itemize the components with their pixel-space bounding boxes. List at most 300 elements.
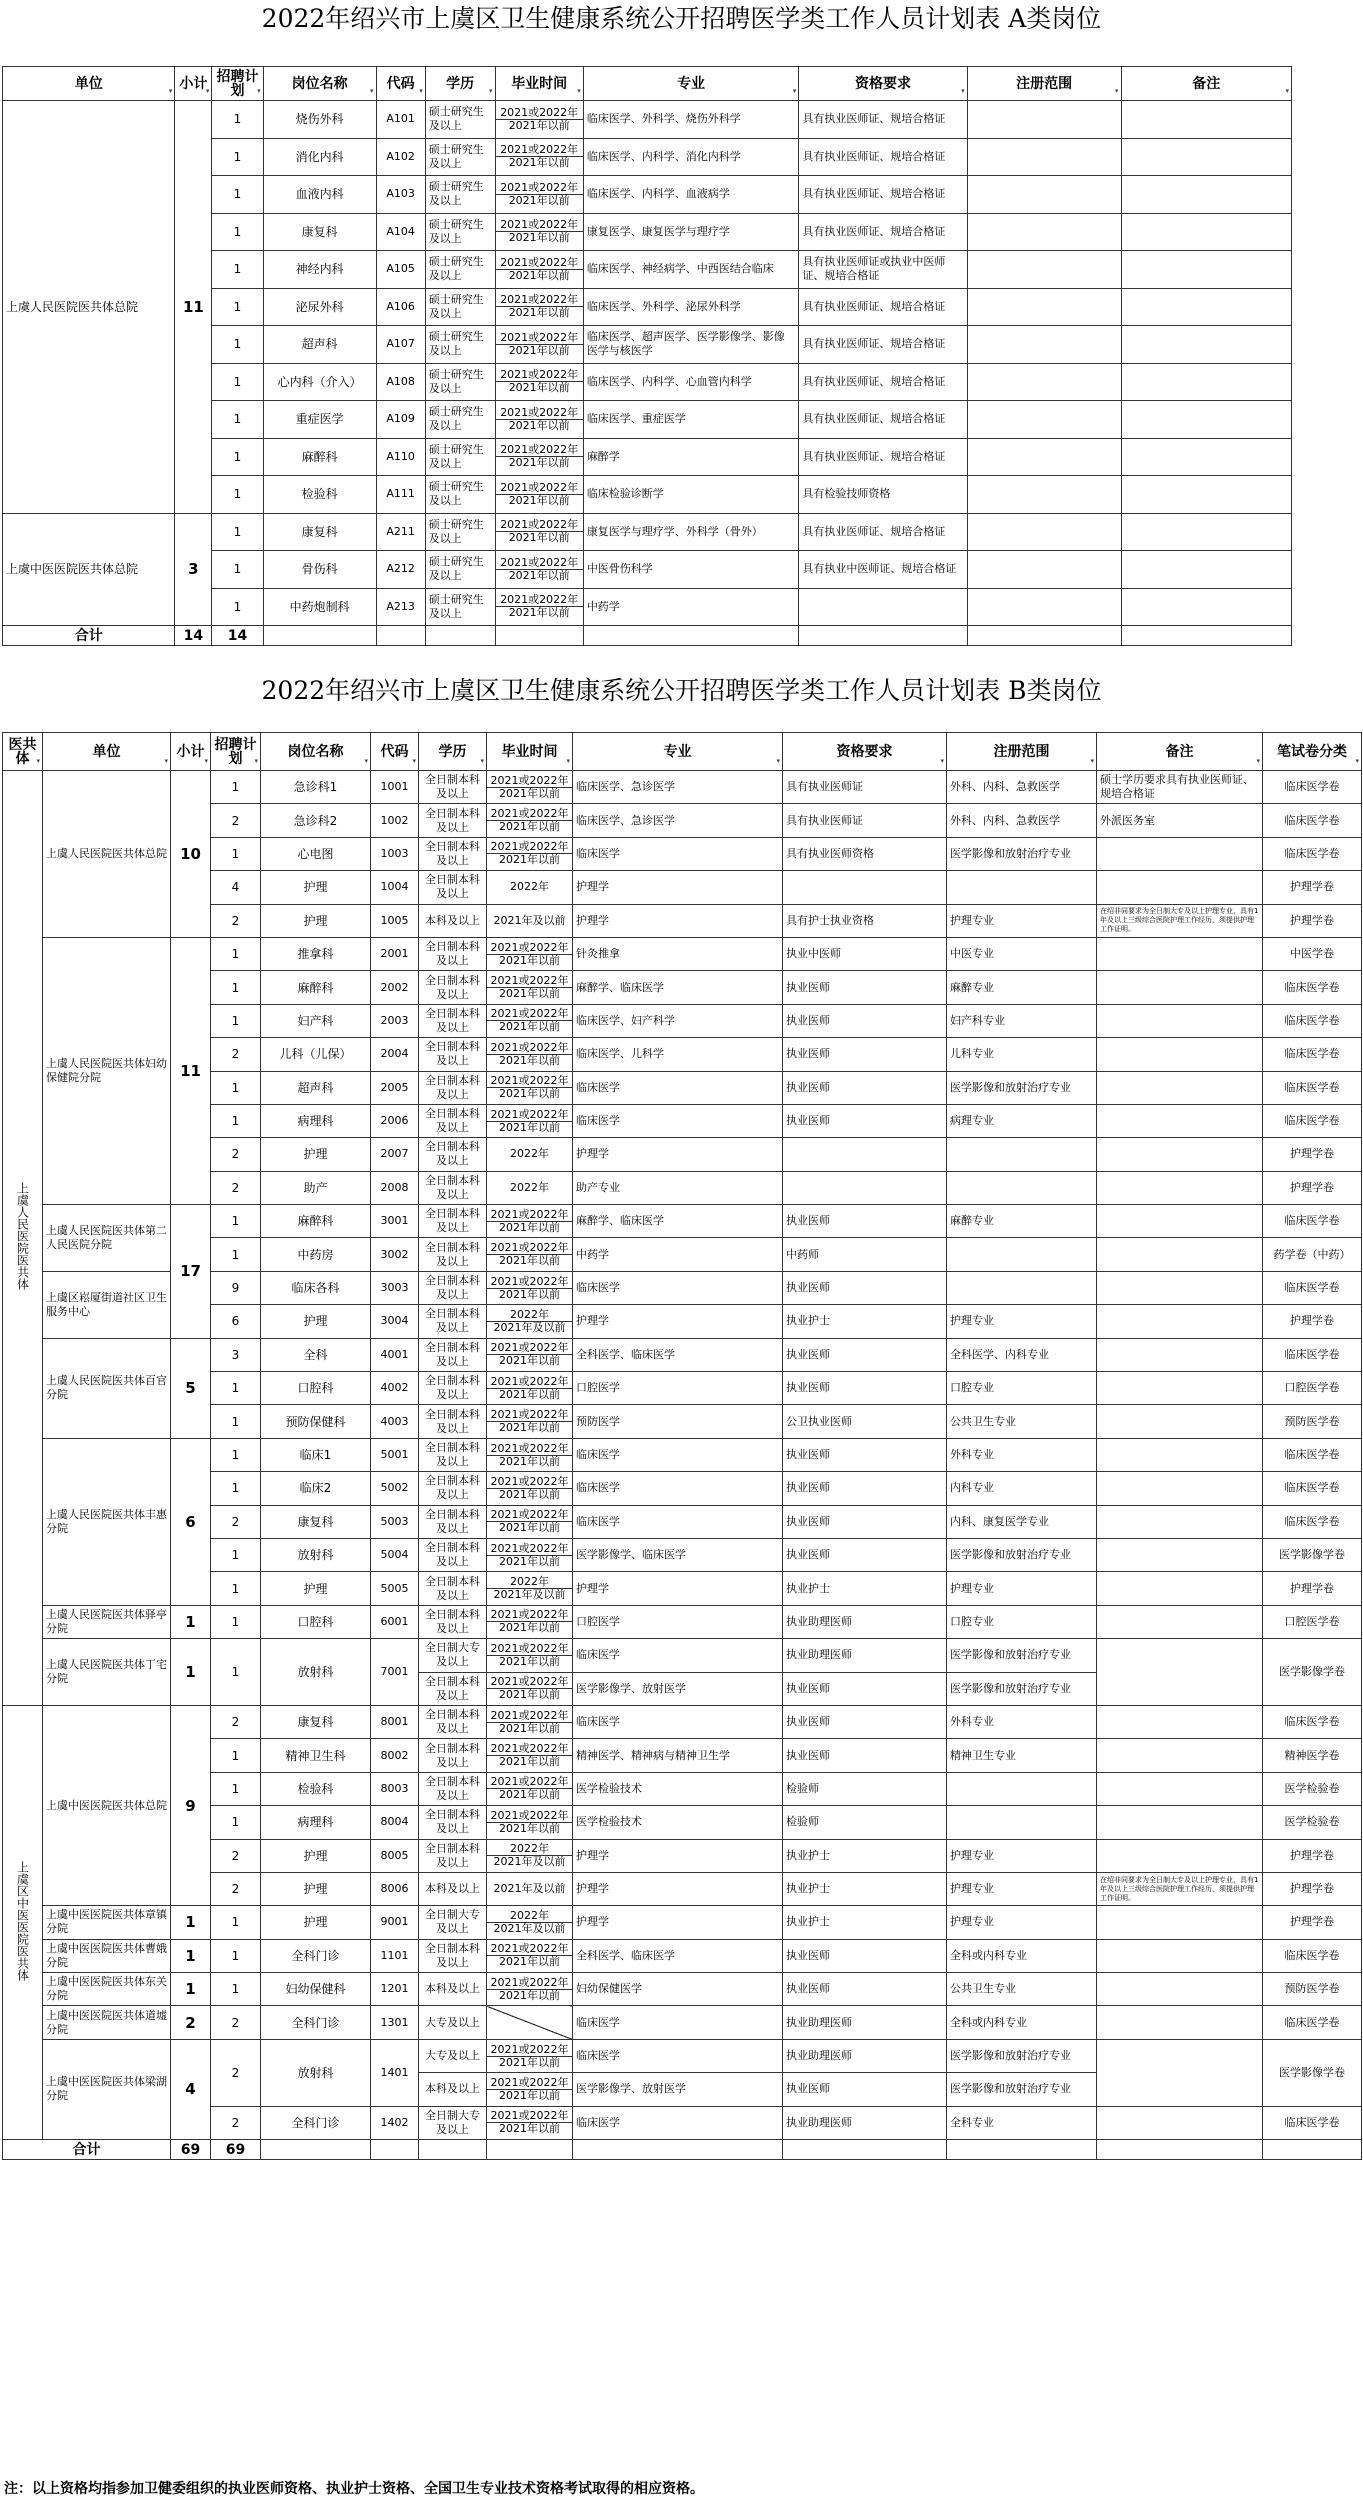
graduation-cell: 2021或2022年 2021年以前	[495, 288, 583, 326]
major-cell: 全科医学、临床医学	[573, 1939, 783, 1972]
plan-cell: 2	[211, 1171, 261, 1204]
plan-cell: 1	[211, 1104, 261, 1137]
post-cell: 超声科	[261, 1071, 371, 1104]
filter-dropdown-icon[interactable]: ▾	[254, 757, 258, 765]
filter-dropdown-icon[interactable]: ▾	[168, 87, 173, 95]
education-cell: 全日制本科及以上	[419, 1138, 487, 1171]
exam-cell: 临床医学卷	[1263, 771, 1362, 804]
plan-cell: 1	[211, 1605, 261, 1638]
education-cell: 本科及以上	[419, 1872, 487, 1905]
post-cell: 护理	[261, 1906, 371, 1939]
major-cell: 临床医学	[573, 2006, 783, 2039]
post-cell: 护理	[261, 871, 371, 904]
graduation-cell: 2021或2022年 2021年以前	[487, 1004, 573, 1037]
qualification-cell: 执业中医师	[783, 937, 947, 970]
subtotal-cell: 9	[171, 1705, 211, 1905]
education-cell: 全日制本科及以上	[419, 1071, 487, 1104]
registration-cell: 外科专业	[947, 1705, 1097, 1738]
total-subtotal: 69	[171, 2140, 211, 2160]
registration-cell: 医学影像和放射治疗专业	[947, 2039, 1097, 2072]
education-cell: 全日制本科及以上	[419, 871, 487, 904]
code-cell: 3001	[371, 1205, 419, 1238]
qualification-cell: 具有执业医师证、规培合格证	[799, 363, 967, 401]
registration-cell	[947, 1772, 1097, 1805]
qualification-cell: 执业医师	[783, 1038, 947, 1071]
filter-dropdown-icon[interactable]: ▾	[940, 757, 944, 765]
table-a-header: 毕业时间 ▾	[495, 67, 583, 101]
exam-cell: 临床医学卷	[1263, 1705, 1362, 1738]
major-cell: 临床医学、儿科学	[573, 1038, 783, 1071]
qualification-cell: 执业医师	[783, 1705, 947, 1738]
graduation-cell: 2021或2022年 2021年以前	[495, 588, 583, 626]
graduation-cell: 2021或2022年 2021年以前	[487, 1104, 573, 1137]
education-cell: 全日制本科及以上	[419, 1505, 487, 1538]
note-cell	[1097, 1605, 1263, 1638]
registration-cell: 医学影像和放射治疗专业	[947, 1538, 1097, 1571]
education-cell: 硕士研究生及以上	[425, 513, 495, 551]
registration-cell	[967, 213, 1121, 251]
table-row	[3, 1205, 1362, 1238]
registration-cell: 护理专业	[947, 1839, 1097, 1872]
registration-cell	[967, 363, 1121, 401]
note-cell	[1097, 1171, 1263, 1204]
post-cell: 检验科	[263, 476, 376, 514]
filter-dropdown-icon[interactable]: ▾	[205, 87, 210, 95]
registration-cell: 全科医学、内科专业	[947, 1338, 1097, 1371]
graduation-cell: 2021或2022年 2021年以前	[495, 363, 583, 401]
education-cell: 全日制大专及以上	[419, 1639, 487, 1672]
graduation-cell: 2021或2022年 2021年以前	[495, 251, 583, 289]
qualification-cell: 具有执业医师证、规培合格证	[799, 213, 967, 251]
graduation-cell: 2021或2022年 2021年以前	[487, 1271, 573, 1304]
graduation-cell: 2021或2022年 2021年以前	[487, 1672, 573, 1705]
table-row	[3, 1639, 1362, 1672]
unit-cell: 上虞区崧厦街道社区卫生服务中心	[43, 1271, 171, 1338]
plan-cell: 1	[211, 1205, 261, 1238]
exam-cell: 临床医学卷	[1263, 1271, 1362, 1304]
plan-cell: 1	[212, 401, 263, 439]
filter-dropdown-icon[interactable]: ▾	[776, 757, 780, 765]
unit-cell: 上虞中医医院医共体东关分院	[43, 1973, 171, 2006]
note-cell	[1097, 1639, 1263, 1706]
qualification-cell: 执业护士	[783, 1906, 947, 1939]
major-cell: 护理学	[573, 1906, 783, 1939]
table-b-header: 小计 ▾	[171, 733, 211, 771]
major-cell: 临床医学	[573, 1639, 783, 1672]
post-cell: 儿科（儿保）	[261, 1038, 371, 1071]
major-cell: 临床医学、外科学、烧伤外科学	[583, 101, 799, 139]
education-cell: 硕士研究生及以上	[425, 476, 495, 514]
major-cell: 护理学	[573, 1305, 783, 1338]
table-row	[3, 1705, 1362, 1738]
table-a-header: 专业 ▾	[583, 67, 799, 101]
graduation-cell: 2021或2022年 2021年以前	[487, 1806, 573, 1839]
empty-cell	[263, 626, 376, 646]
exam-cell: 中医学卷	[1263, 937, 1362, 970]
post-cell: 病理科	[261, 1806, 371, 1839]
unit-cell: 上虞中医医院医共体曹娥分院	[43, 1939, 171, 1972]
graduation-cell: 2021或2022年 2021年以前	[495, 101, 583, 139]
major-cell: 中药学	[573, 1238, 783, 1271]
note-cell	[1097, 1372, 1263, 1405]
code-cell: 1003	[371, 837, 419, 870]
note-cell	[1097, 1004, 1263, 1037]
note-cell	[1097, 871, 1263, 904]
post-cell: 麻醉科	[261, 971, 371, 1004]
code-cell: 2008	[371, 1171, 419, 1204]
registration-cell	[947, 1271, 1097, 1304]
major-cell: 临床医学、急诊医学	[573, 804, 783, 837]
table-a	[2, 66, 1292, 646]
major-cell: 医学检验技术	[573, 1772, 783, 1805]
code-cell: A105	[376, 251, 425, 289]
graduation-cell: 2021或2022年 2021年以前	[495, 138, 583, 176]
registration-cell	[967, 588, 1121, 626]
filter-dropdown-icon[interactable]: ▾	[370, 87, 374, 95]
graduation-cell: 2021或2022年 2021年以前	[487, 804, 573, 837]
graduation-cell: 2021或2022年 2021年以前	[487, 2039, 573, 2072]
code-cell: 3002	[371, 1238, 419, 1271]
graduation-cell: 2021或2022年 2021年以前	[487, 1405, 573, 1438]
plan-cell: 1	[211, 771, 261, 804]
total-plan: 14	[212, 626, 263, 646]
note-cell	[1121, 588, 1291, 626]
filter-dropdown-icon[interactable]: ▾	[1355, 757, 1359, 765]
qualification-cell: 具有执业医师资格	[783, 837, 947, 870]
major-cell: 临床医学、内科学、消化内科学	[583, 138, 799, 176]
code-cell: 1005	[371, 904, 419, 937]
plan-cell: 6	[211, 1305, 261, 1338]
registration-cell	[947, 871, 1097, 904]
major-cell: 精神医学、精神病与精神卫生学	[573, 1739, 783, 1772]
plan-cell: 1	[211, 1973, 261, 2006]
major-cell: 临床医学	[573, 2106, 783, 2139]
major-cell: 临床医学、神经病学、中西医结合临床	[583, 251, 799, 289]
note-cell	[1097, 1939, 1263, 1972]
major-cell: 临床检验诊断学	[583, 476, 799, 514]
education-cell: 全日制本科及以上	[419, 1839, 487, 1872]
code-cell: 3003	[371, 1271, 419, 1304]
unit-cell: 上虞人民医院医共体总院	[3, 101, 175, 514]
code-cell: 8001	[371, 1705, 419, 1738]
exam-cell: 医学影像学卷	[1263, 2039, 1362, 2106]
graduation-cell: 2022年 2021年及以前	[487, 1305, 573, 1338]
registration-cell: 中医专业	[947, 937, 1097, 970]
qualification-cell: 执业医师	[783, 1538, 947, 1571]
exam-cell: 临床医学卷	[1263, 804, 1362, 837]
registration-cell: 病理专业	[947, 1104, 1097, 1137]
filter-dropdown-icon[interactable]: ▾	[419, 87, 423, 95]
graduation-cell: 2021或2022年 2021年以前	[487, 771, 573, 804]
exam-cell: 预防医学卷	[1263, 1405, 1362, 1438]
exam-cell: 医学检验卷	[1263, 1772, 1362, 1805]
code-cell: A111	[376, 476, 425, 514]
post-cell: 护理	[261, 904, 371, 937]
post-cell: 口腔科	[261, 1605, 371, 1638]
code-cell: A103	[376, 176, 425, 214]
note-cell	[1121, 288, 1291, 326]
plan-cell: 1	[212, 551, 263, 589]
plan-cell: 1	[211, 1405, 261, 1438]
graduation-cell: 2021或2022年 2021年以前	[487, 1205, 573, 1238]
filter-dropdown-icon[interactable]: ▾	[489, 87, 493, 95]
exam-cell: 护理学卷	[1263, 1839, 1362, 1872]
exam-cell: 护理学卷	[1263, 1138, 1362, 1171]
table-row	[3, 771, 1362, 804]
registration-cell: 医学影像和放射治疗专业	[947, 837, 1097, 870]
major-cell: 助产专业	[573, 1171, 783, 1204]
code-cell: 8003	[371, 1772, 419, 1805]
community-cell	[3, 771, 43, 1706]
education-cell: 全日制本科及以上	[419, 1939, 487, 1972]
exam-cell: 临床医学卷	[1263, 837, 1362, 870]
note-cell	[1097, 2006, 1263, 2039]
qualification-cell: 执业助理医师	[783, 1605, 947, 1638]
education-cell: 大专及以上	[419, 2006, 487, 2039]
empty-cell	[261, 2140, 371, 2160]
major-cell: 护理学	[573, 871, 783, 904]
education-cell: 全日制本科及以上	[419, 1338, 487, 1371]
note-cell	[1121, 138, 1291, 176]
code-cell: 2007	[371, 1138, 419, 1171]
major-cell: 临床医学、妇产科学	[573, 1004, 783, 1037]
graduation-cell: 2021或2022年 2021年以前	[487, 1538, 573, 1571]
exam-cell: 临床医学卷	[1263, 1472, 1362, 1505]
code-cell: A101	[376, 101, 425, 139]
education-cell: 硕士研究生及以上	[425, 251, 495, 289]
code-cell: A107	[376, 326, 425, 364]
filter-dropdown-icon[interactable]: ▾	[577, 87, 581, 95]
education-cell: 全日制本科及以上	[419, 1705, 487, 1738]
graduation-cell: 2022年	[487, 1171, 573, 1204]
exam-cell: 临床医学卷	[1263, 1438, 1362, 1471]
registration-cell: 内科专业	[947, 1472, 1097, 1505]
education-cell: 全日制本科及以上	[419, 771, 487, 804]
exam-cell: 临床医学卷	[1263, 1104, 1362, 1137]
unit-cell: 上虞中医医院医共体梁湖分院	[43, 2039, 171, 2139]
plan-cell: 1	[211, 1538, 261, 1571]
filter-dropdown-icon[interactable]: ▾	[1115, 87, 1119, 95]
code-cell: 8006	[371, 1872, 419, 1905]
major-cell: 妇幼保健医学	[573, 1973, 783, 2006]
graduation-cell: 2021或2022年 2021年以前	[487, 1973, 573, 2006]
registration-cell: 医学影像和放射治疗专业	[947, 1672, 1097, 1705]
filter-dropdown-icon[interactable]: ▾	[204, 757, 208, 765]
post-cell: 病理科	[261, 1104, 371, 1137]
code-cell: A102	[376, 138, 425, 176]
post-cell: 中药炮制科	[263, 588, 376, 626]
registration-cell: 护理专业	[947, 1305, 1097, 1338]
table-b-header: 学历 ▾	[419, 733, 487, 771]
code-cell: 4002	[371, 1372, 419, 1405]
education-cell: 全日制本科及以上	[419, 1271, 487, 1304]
table-a-header: 招聘计划 ▾	[212, 67, 263, 101]
post-cell: 全科门诊	[261, 2006, 371, 2039]
filter-dropdown-icon[interactable]: ▾	[1256, 757, 1260, 765]
education-cell: 大专及以上	[419, 2039, 487, 2072]
plan-cell: 2	[211, 1505, 261, 1538]
table-row	[3, 2039, 1362, 2072]
post-cell: 骨伤科	[263, 551, 376, 589]
qualification-cell: 执业医师	[783, 1071, 947, 1104]
major-cell: 医学影像学、放射医学	[573, 2073, 783, 2106]
table-a-header: 资格要求 ▾	[799, 67, 967, 101]
qualification-cell: 执业医师	[783, 1739, 947, 1772]
filter-dropdown-icon[interactable]: ▾	[961, 87, 965, 95]
code-cell: 1002	[371, 804, 419, 837]
registration-cell	[967, 326, 1121, 364]
education-cell: 全日制本科及以上	[419, 1205, 487, 1238]
education-cell: 全日制本科及以上	[419, 1372, 487, 1405]
education-cell: 全日制本科及以上	[419, 837, 487, 870]
post-cell: 检验科	[261, 1772, 371, 1805]
qualification-cell: 执业医师	[783, 1505, 947, 1538]
note-cell: 硕士学历要求具有执业医师证、规培合格证	[1097, 771, 1263, 804]
major-cell: 临床医学	[573, 1104, 783, 1137]
major-cell: 口腔医学	[573, 1605, 783, 1638]
table-a-title: 2022年绍兴市上虞区卫生健康系统公开招聘医学类工作人员计划表 A类岗位	[261, 4, 1102, 33]
qualification-cell: 公卫执业医师	[783, 1405, 947, 1438]
subtotal-cell: 3	[175, 513, 212, 626]
plan-cell: 1	[211, 937, 261, 970]
table-row	[3, 937, 1362, 970]
total-row	[3, 2140, 1362, 2160]
post-cell: 急诊科1	[261, 771, 371, 804]
table-b	[2, 732, 1362, 2160]
registration-cell: 麻醉专业	[947, 971, 1097, 1004]
qualification-cell: 具有执业医师证、规培合格证	[799, 138, 967, 176]
exam-cell: 口腔医学卷	[1263, 1372, 1362, 1405]
registration-cell: 医学影像和放射治疗专业	[947, 2073, 1097, 2106]
filter-dropdown-icon[interactable]: ▾	[412, 757, 416, 765]
registration-cell	[947, 1806, 1097, 1839]
filter-dropdown-icon[interactable]: ▾	[364, 757, 368, 765]
code-cell: A212	[376, 551, 425, 589]
exam-cell: 护理学卷	[1263, 1305, 1362, 1338]
filter-dropdown-icon[interactable]: ▾	[1285, 87, 1289, 95]
table-row	[3, 1939, 1362, 1972]
subtotal-cell: 11	[171, 937, 211, 1204]
empty-cell	[583, 626, 799, 646]
filter-dropdown-icon[interactable]: ▾	[257, 87, 261, 95]
community-label: 上虞区中医医院医共体	[15, 1860, 30, 1981]
graduation-cell: 2021或2022年 2021年以前	[487, 1705, 573, 1738]
major-cell: 临床医学	[573, 837, 783, 870]
plan-cell: 1	[211, 1572, 261, 1605]
graduation-cell: 2021或2022年 2021年以前	[487, 971, 573, 1004]
qualification-cell: 检验师	[783, 1772, 947, 1805]
registration-cell	[947, 1138, 1097, 1171]
qualification-cell	[783, 1138, 947, 1171]
education-cell: 全日制本科及以上	[419, 1171, 487, 1204]
table-row	[3, 513, 1292, 551]
exam-cell: 医学检验卷	[1263, 1806, 1362, 1839]
exam-cell: 临床医学卷	[1263, 1205, 1362, 1238]
table-b-header: 代码 ▾	[371, 733, 419, 771]
code-cell: 8005	[371, 1839, 419, 1872]
plan-cell: 2	[211, 1038, 261, 1071]
registration-cell: 外科、内科、急救医学	[947, 771, 1097, 804]
unit-cell: 上虞人民医院医共体丁宅分院	[43, 1639, 171, 1706]
qualification-cell: 具有执业医师证、规培合格证	[799, 438, 967, 476]
post-cell: 康复科	[261, 1505, 371, 1538]
post-cell: 护理	[261, 1138, 371, 1171]
education-cell: 全日制本科及以上	[419, 1004, 487, 1037]
filter-dropdown-icon[interactable]: ▾	[792, 87, 797, 95]
education-cell: 硕士研究生及以上	[425, 176, 495, 214]
registration-cell	[967, 438, 1121, 476]
post-cell: 护理	[261, 1305, 371, 1338]
subtotal-cell: 1	[171, 1939, 211, 1972]
education-cell: 全日制本科及以上	[419, 1605, 487, 1638]
qualification-cell: 具有执业中医师证、规培合格证	[799, 551, 967, 589]
unit-cell: 上虞人民医院医共体总院	[43, 771, 171, 938]
plan-cell: 2	[211, 1872, 261, 1905]
code-cell: 2002	[371, 971, 419, 1004]
post-cell: 口腔科	[261, 1372, 371, 1405]
plan-cell: 1	[211, 1438, 261, 1471]
exam-cell: 临床医学卷	[1263, 1939, 1362, 1972]
note-cell	[1121, 476, 1291, 514]
qualification-cell: 具有执业医师证、规培合格证	[799, 288, 967, 326]
qualification-cell: 执业护士	[783, 1872, 947, 1905]
code-cell: A110	[376, 438, 425, 476]
exam-cell: 预防医学卷	[1263, 1973, 1362, 2006]
registration-cell: 医学影像和放射治疗专业	[947, 1639, 1097, 1672]
post-cell: 预防保健科	[261, 1405, 371, 1438]
exam-cell: 护理学卷	[1263, 1906, 1362, 1939]
registration-cell: 护理专业	[947, 904, 1097, 937]
exam-cell: 护理学卷	[1263, 871, 1362, 904]
registration-cell	[967, 138, 1121, 176]
education-cell: 硕士研究生及以上	[425, 588, 495, 626]
major-cell: 临床医学、急诊医学	[573, 771, 783, 804]
qualification-cell: 执业医师	[783, 1271, 947, 1304]
post-cell: 麻醉科	[263, 438, 376, 476]
post-cell: 临床1	[261, 1438, 371, 1471]
note-cell	[1097, 1705, 1263, 1738]
table-b-header: 岗位名称 ▾	[261, 733, 371, 771]
code-cell: 9001	[371, 1906, 419, 1939]
major-cell: 中药学	[583, 588, 799, 626]
post-cell: 临床2	[261, 1472, 371, 1505]
note-cell	[1121, 363, 1291, 401]
post-cell: 心电图	[261, 837, 371, 870]
code-cell: 2003	[371, 1004, 419, 1037]
post-cell: 精神卫生科	[261, 1739, 371, 1772]
filter-dropdown-icon[interactable]: ▾	[164, 757, 168, 765]
qualification-cell: 执业医师	[783, 1973, 947, 2006]
filter-dropdown-icon[interactable]: ▾	[36, 757, 40, 765]
registration-cell: 护理专业	[947, 1572, 1097, 1605]
code-cell: 1004	[371, 871, 419, 904]
exam-cell: 临床医学卷	[1263, 1038, 1362, 1071]
exam-cell: 医学影像学卷	[1263, 1538, 1362, 1571]
filter-dropdown-icon[interactable]: ▾	[1090, 757, 1094, 765]
code-cell: 2004	[371, 1038, 419, 1071]
filter-dropdown-icon[interactable]: ▾	[480, 757, 484, 765]
qualification-cell: 执业医师	[783, 1472, 947, 1505]
filter-dropdown-icon[interactable]: ▾	[566, 757, 570, 765]
education-cell: 全日制大专及以上	[419, 1906, 487, 1939]
major-cell: 康复医学与理疗学、外科学（骨外）	[583, 513, 799, 551]
code-cell: A109	[376, 401, 425, 439]
qualification-cell: 执业医师	[783, 971, 947, 1004]
major-cell: 麻醉学、临床医学	[573, 971, 783, 1004]
exam-cell: 临床医学卷	[1263, 2006, 1362, 2039]
education-cell: 全日制本科及以上	[419, 1438, 487, 1471]
registration-cell	[967, 476, 1121, 514]
